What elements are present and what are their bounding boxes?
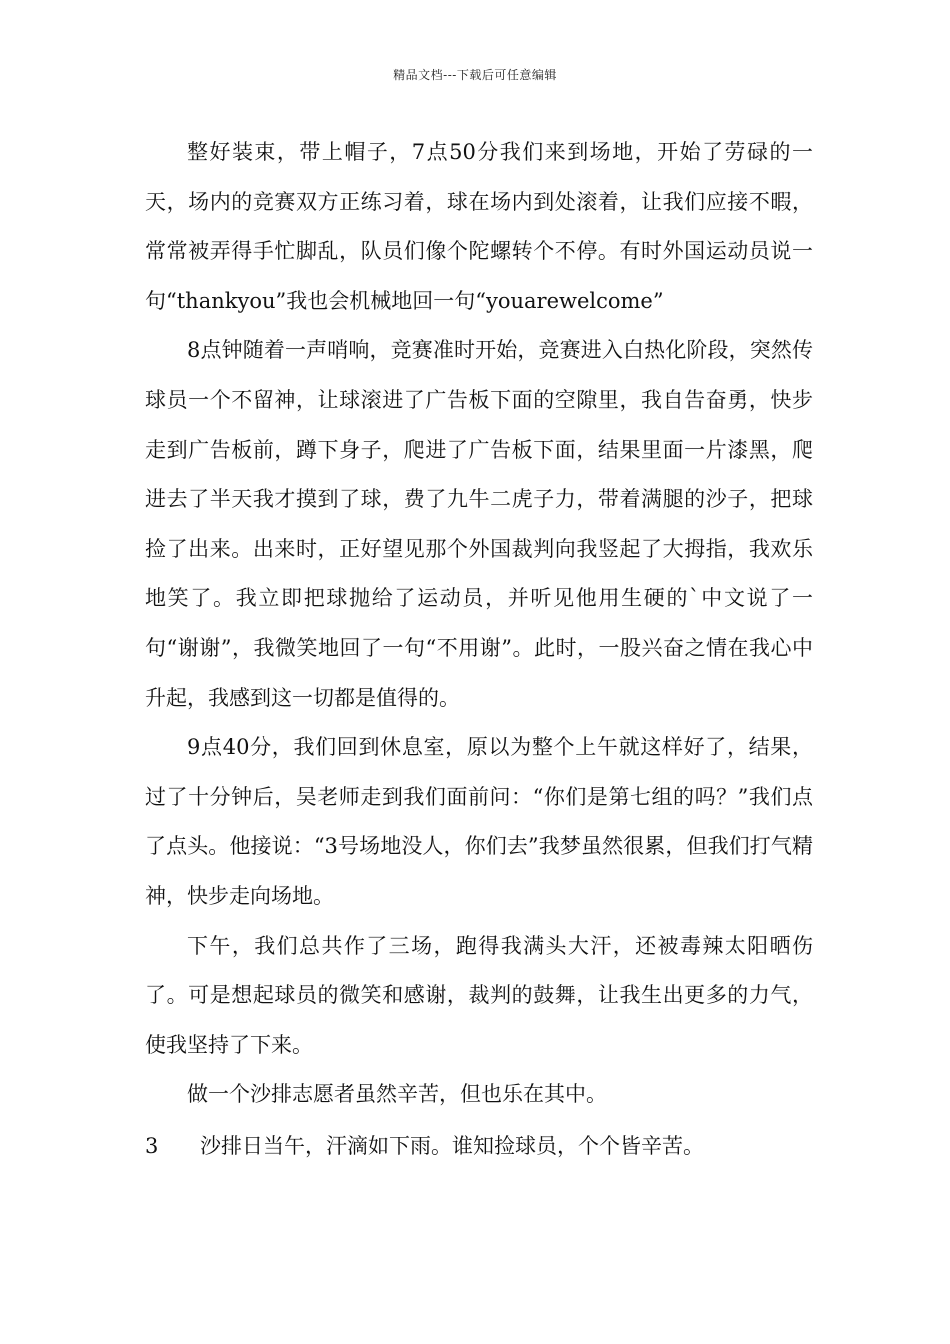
poem-number: 3 <box>145 1133 159 1158</box>
page-header: 精品文档---下载后可任意编辑 <box>393 68 557 82</box>
poem-line <box>145 1122 813 1172</box>
paragraph-5: 做一个沙排志愿者虽然辛苦，但也乐在其中。 <box>187 1082 607 1107</box>
paragraph-2: 8点钟随着一声哨响，竞赛准时开始，竞赛进入白热化阶段，突然传球员一个不留神，让球滚进了广告板下面的空隙里，我自告奋勇，快步走到广告板前，蹲下身子，爬进了广告板下面，结果里面一片漆黑，爬进去了半天我才摸到了球，费了九牛二虎子力，带着满腿的沙子，把球捡了出来。出来时，正好望见那个外国裁判向我竖起了大拇指，我欢乐地笑了。我立即把球抛给了运动员，并听见他用生硬的`中文说了一句“谢谢”，我微笑地回了一句“不用谢”。此时，一股兴奋之情在我心中升起，我感到这一切都是值得的。 <box>145 338 813 710</box>
paragraph-3: 9点40分，我们回到休息室，原以为整个上午就这样好了，结果，过了十分钟后，吴老师走到我们面前问：“你们是第七组的吗？”我们点了点头。他接说：“3号场地没人，你们去”我梦虽然很累，但我们打气精神，快步走向场地。 <box>145 735 813 908</box>
poem-text: 沙排日当午，汗滴如下雨。谁知捡球员，个个皆辛苦。 <box>200 1133 704 1158</box>
document-body <box>145 128 813 1171</box>
paragraph-4: 下午，我们总共作了三场，跑得我满头大汗，还被毒辣太阳晒伤了。可是想起球员的微笑和感谢，裁判的鼓舞，让我生出更多的力气，使我坚持了下来。 <box>145 933 813 1057</box>
paragraph-1: 整好装束，带上帽子，7点50分我们来到场地，开始了劳碌的一天，场内的竞赛双方正练习着，球在场内到处滚着，让我们应接不暇，常常被弄得手忙脚乱，队员们像个陀螺转个不停。有时外国运动员说一句“thankyou”我也会机械地回一句“youarewelcome” <box>145 140 813 313</box>
